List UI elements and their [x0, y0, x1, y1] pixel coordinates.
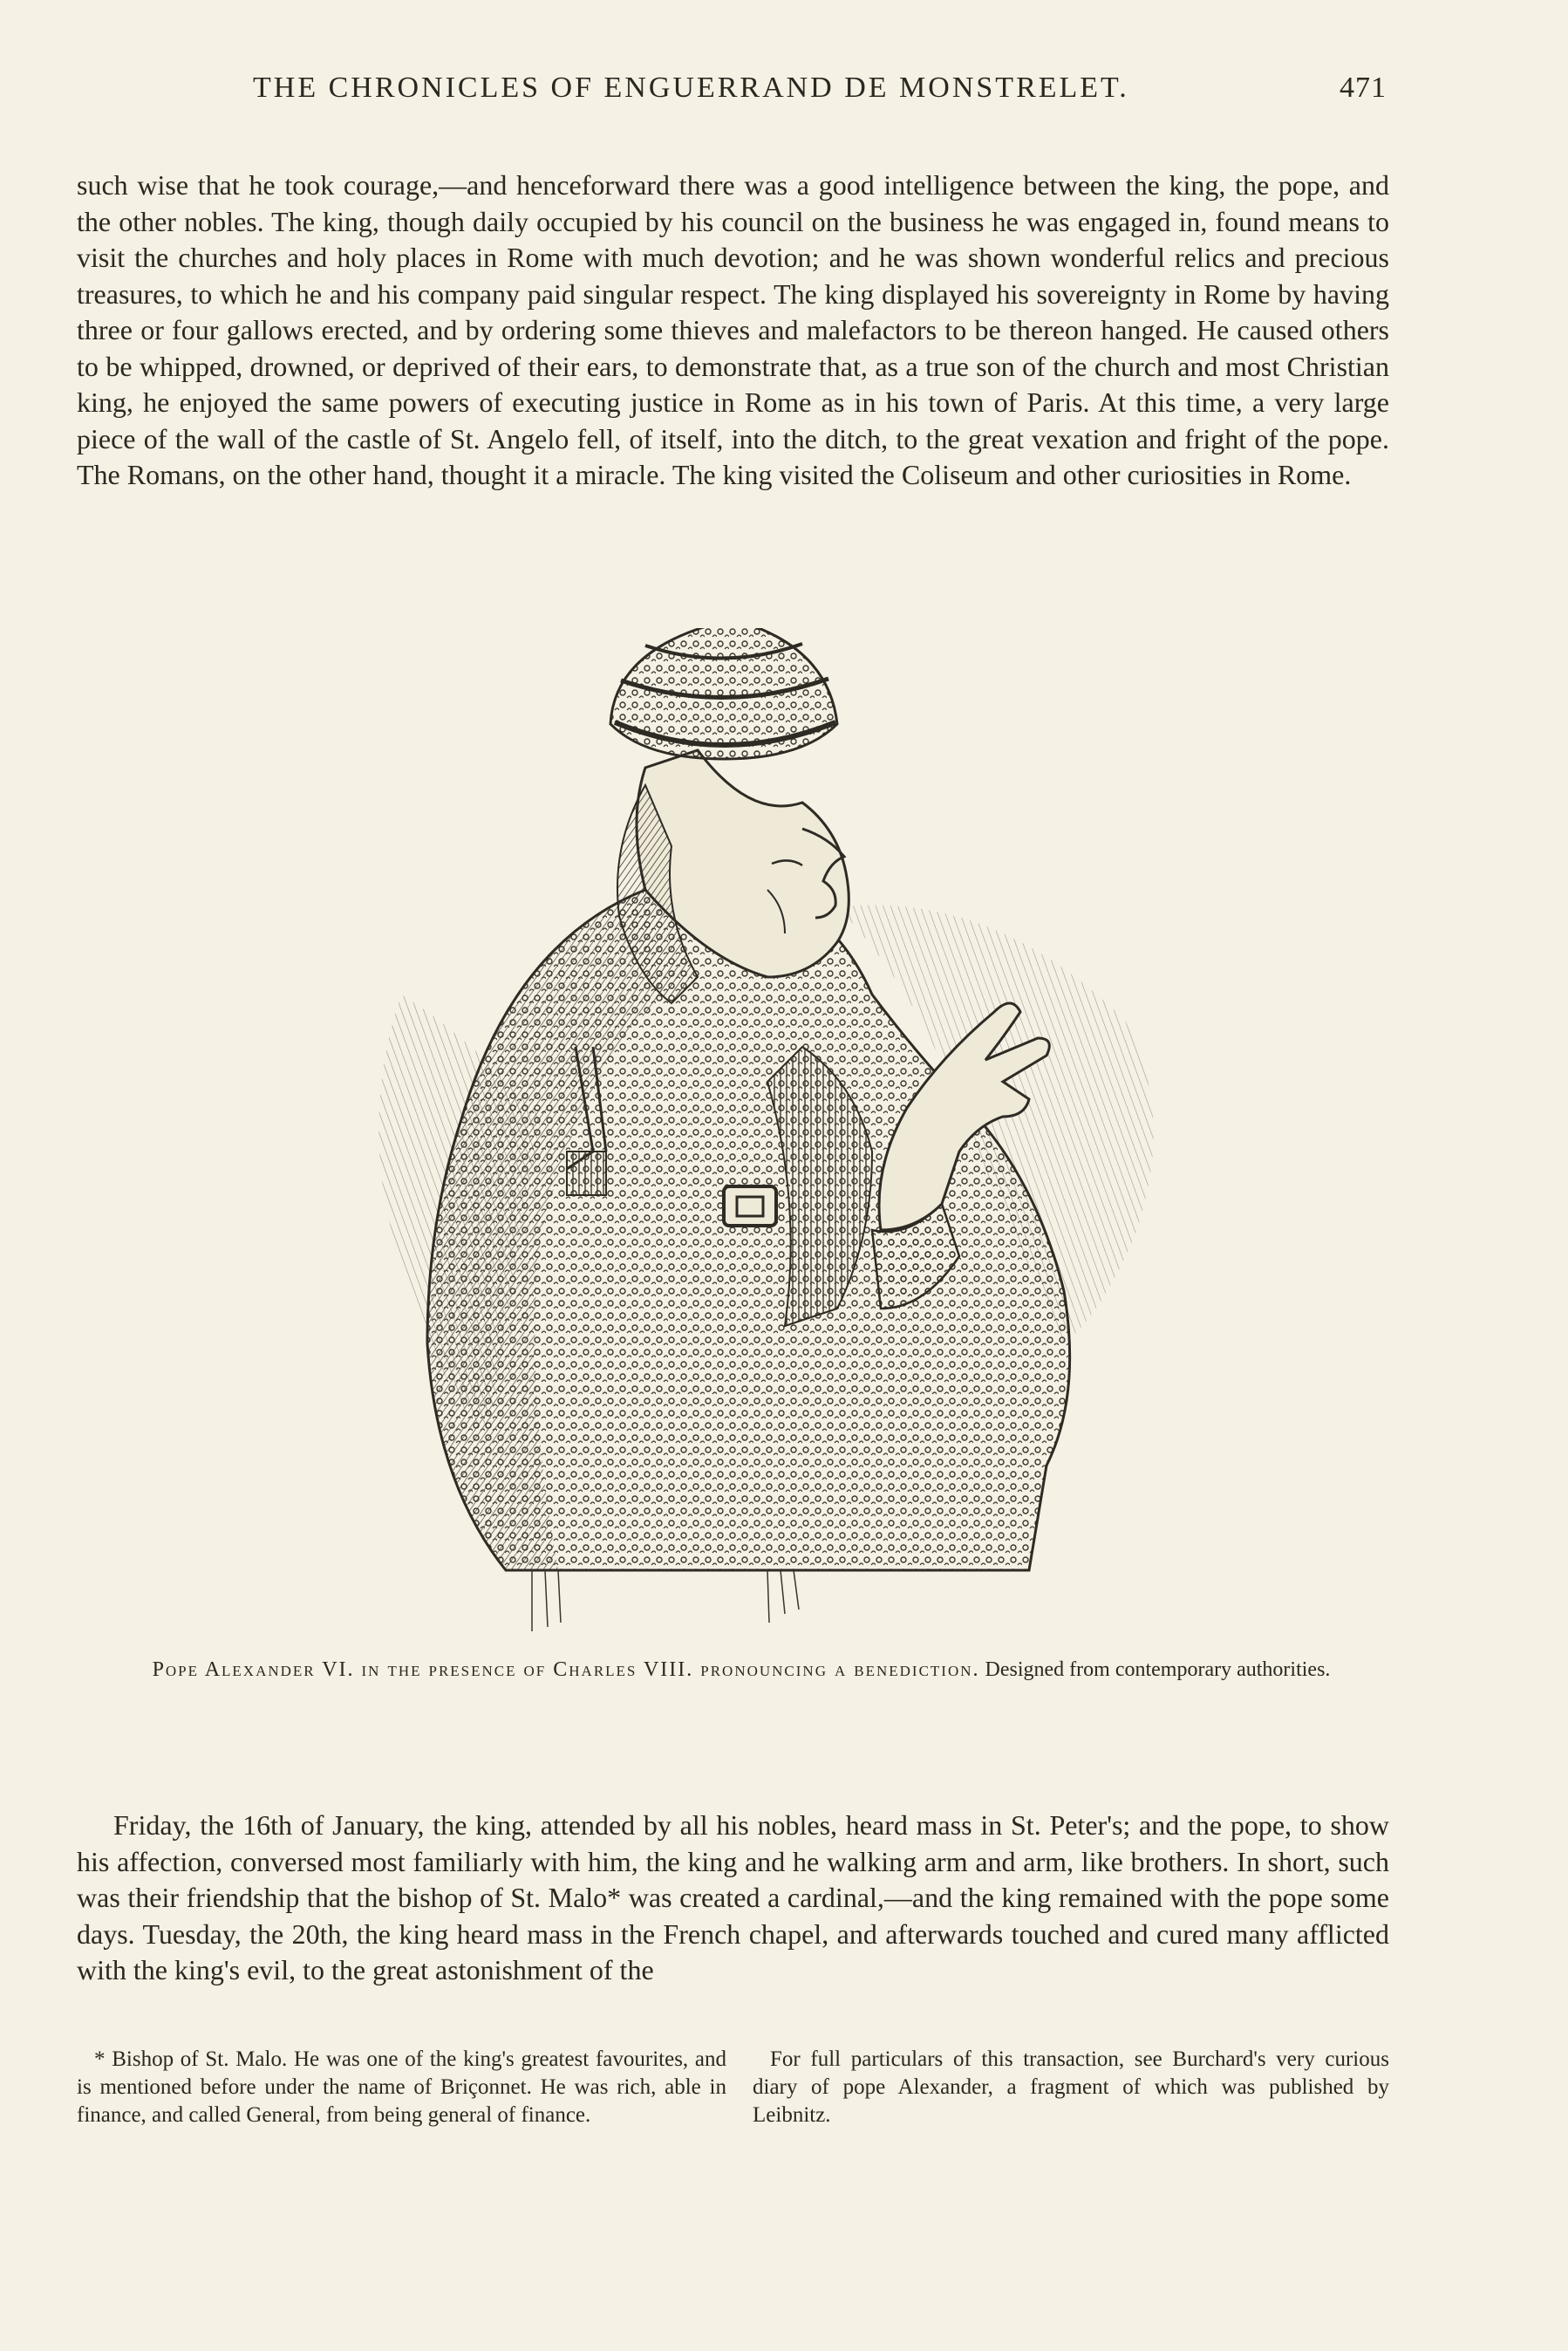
footnote-burchard: For full particulars of this transaction, see Burchard's very curious diary of pope Alexander, a fragment of which was published by Leibnitz. — [753, 2047, 1389, 2127]
caption-title: Pope Alexander VI. in the presence of Charles VIII. pronouncing a benediction. — [152, 1658, 980, 1681]
caption-note: Designed from contemporary authorities. — [985, 1658, 1331, 1681]
figure-caption — [131, 1656, 1352, 1684]
body-paragraph-1: such wise that he took courage,—and henceforward there was a good intelligence between the king, the pope, and the other nobles. The king, though daily occupied by his council on the business he was engaged in, found means to visit the churches and holy places in Rome with much devotion; and he was shown wonderful relics and precious treasures, to which he and his company paid singular respect. The king displayed his sovereignty in Rome by having three or four gallows erected, and by ordering some thieves and malefactors to be thereon hanged. He caused others to be whipped, drowned, or deprived of their ears, to demonstrate that, as a true son of the church and most Christian king, he enjoyed the same powers of executing justice in Rome as in his town of Paris. At this time, a very large piece of the wall of the castle of St. Angelo fell, of itself, into the ditch, to the great vexation and fright of the pope. The Romans, on the other hand, thought it a miracle. The king visited the Coliseum and other curiosities in Rome. — [77, 169, 1389, 490]
header-title: THE CHRONICLES OF ENGUERRAND DE MONSTRELET. — [253, 72, 1129, 104]
body-paragraph-2: Friday, the 16th of January, the king, attended by all his nobles, heard mass in St. Peter's; and the pope, to show his affection, conversed most familiarly with him, the king and he walking arm and arm, like brothers. In short, such was their friendship that the bishop of St. Malo* was created a cardinal,—and the king remained with the pope some days. Tuesday, the 20th, the king heard mass in the French chapel, and afterwards touched and cured many afflicted with the king's evil, to the great astonishment of the — [77, 1809, 1389, 1985]
footnote-bishop: * Bishop of St. Malo. He was one of the king's greatest favourites, and is mentioned before under the name of Briçonnet. He was rich, able in finance, and called General, from being general of finance. — [77, 2047, 726, 2127]
page-number: 471 — [1340, 72, 1387, 104]
footnotes — [77, 2046, 1389, 2194]
pope-engraving-image — [314, 628, 1186, 1640]
engraving-illustration — [314, 628, 1186, 1640]
running-header — [253, 72, 1387, 124]
